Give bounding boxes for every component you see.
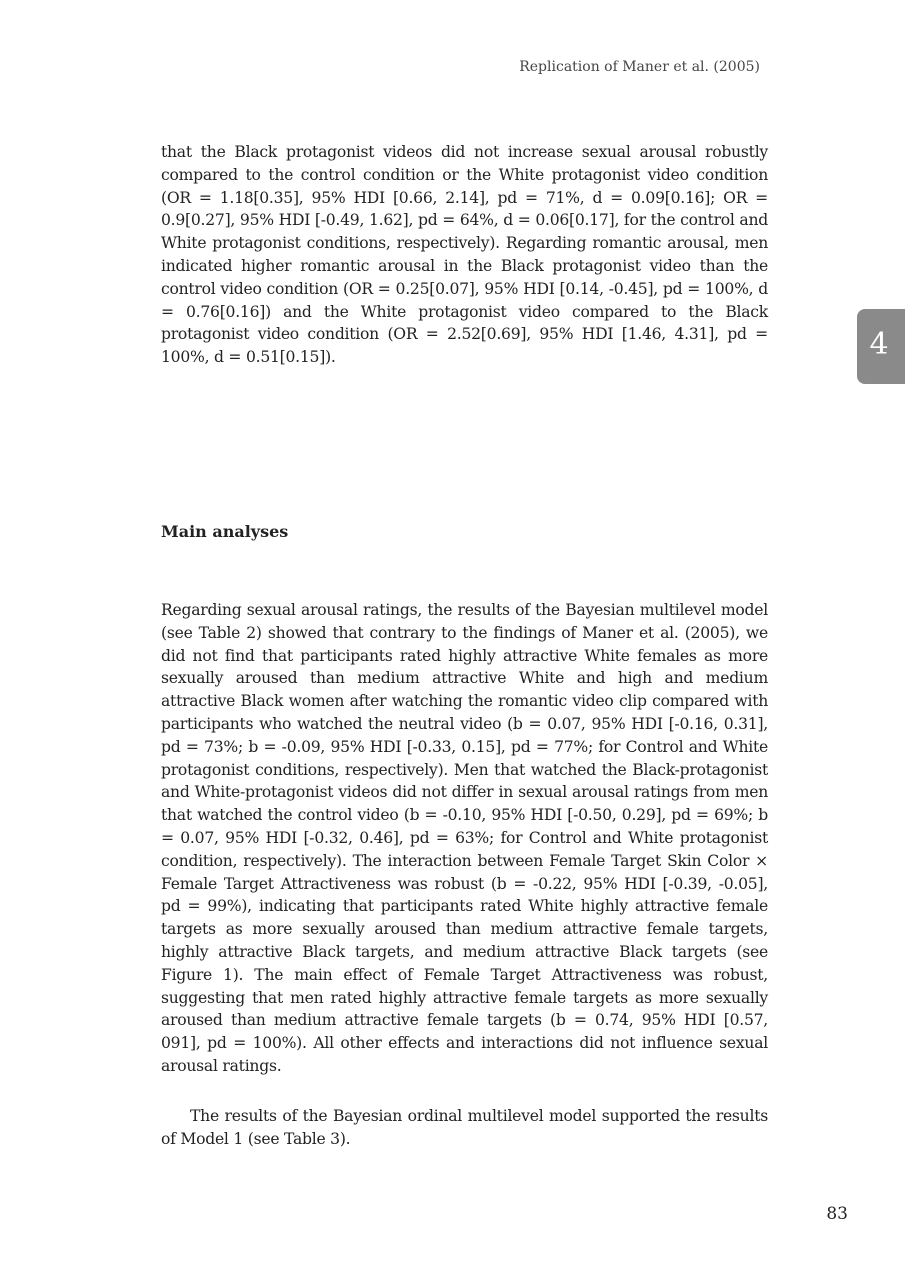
chapter-number: 4	[869, 327, 889, 362]
chapter-tab	[857, 309, 905, 384]
running-header: Replication of Maner et al. (2005)	[519, 59, 760, 75]
body-paragraph: that the Black protagonist videos did not increase sexual arousal robustly compared to the control condition or the White protagonist video condition (OR = 1.18[0.35], 95% HDI [0.66, 2.14], pd = 71%, d = 0.09[0.16]; OR = 0.9[0.27], 95% HDI [-0.49, 1.62], pd = 64%, d = 0.06[0.17], for the control and White protagonist conditions, respectively). Regarding romantic arousal, men indicated higher romantic arousal in the Black protagonist video than the control video condition (OR = 0.25[0.07], 95% HDI [0.14, -0.45], pd = 100%, d = 0.76[0.16]) and the White protagonist video compared to the Black protagonist video condition (OR = 2.52[0.69], 95% HDI [1.46, 4.31], pd = 100%, d = 0.51[0.15]).	[161, 143, 768, 367]
body-paragraph: The results of the Bayesian ordinal multilevel model supported the results of Model 1 (see Table 3).	[161, 1107, 768, 1148]
section-heading: Main analyses	[161, 522, 289, 541]
page-number: 83	[826, 1204, 848, 1224]
body-paragraph: Regarding sexual arousal ratings, the results of the Bayesian multilevel model (see Table 2) showed that contrary to the findings of Maner et al. (2005), we did not find that participants rated highly attractive White females as more sexually aroused than medium attractive White and high and medium attractive Black women after watching the romantic video clip compared with participants who watched the neutral video (b = 0.07, 95% HDI [-0.16, 0.31], pd = 73%; b = -0.09, 95% HDI [-0.33, 0.15], pd = 77%; for Control and White protagonist conditions, respectively). Men that watched the Black-protagonist and White-protagonist videos did not differ in sexual arousal ratings from men that watched the control video (b = -0.10, 95% HDI [-0.50, 0.29], pd = 69%; b = 0.07, 95% HDI [-0.32, 0.46], pd = 63%; for Control and White protagonist condition, respectively). The interaction between Female Target Skin Color × Female Target Attractiveness was robust (b = -0.22, 95% HDI [-0.39, -0.05], pd = 99%), indicating that participants rated White highly attractive female targets as more sexually aroused than medium attractive female targets, highly attractive Black targets, and medium attractive Black targets (see Figure 1). The main effect of Female Target Attractiveness was robust, suggesting that men rated highly attractive female targets as more sexually aroused than medium attractive female targets (b = 0.74, 95% HDI [0.57, 091], pd = 100%). All other effects and interactions did not influence sexual arousal ratings.	[161, 601, 768, 1075]
